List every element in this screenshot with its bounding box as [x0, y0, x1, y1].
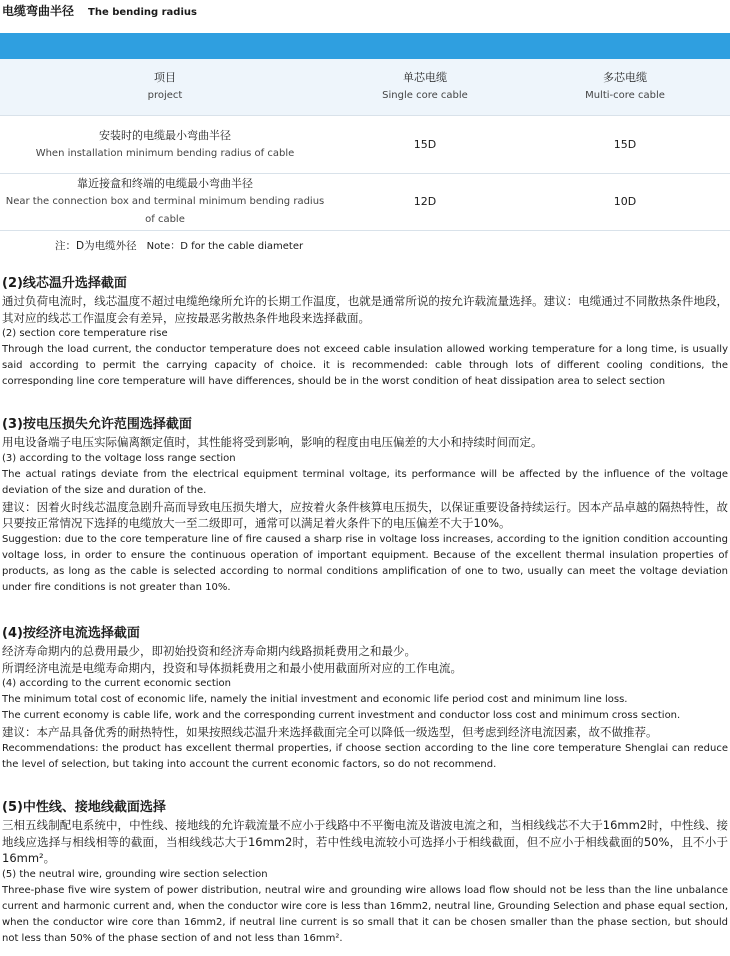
- table-header-bar: [0, 33, 730, 59]
- table-header-row: [0, 59, 730, 116]
- section-suggestion-zh: 建议：本产品具备优秀的耐热特性，如果按照线芯温升来选择截面完全可以降低一级选型，但考虑到经济电流因素，故不做推荐。: [2, 725, 658, 739]
- section-heading-en: (5) the neutral wire, grounding wire section selection: [2, 868, 268, 880]
- section-suggestion-zh: 建议：因着火时线芯温度急剧升高而导致电压损失增大，应按着火条件核算电压损失，以保证重要设备持续运行。因本产品卓越的隔热特性，故只要按正常情况下选择的电缆放大一至二级即可，通常可以满足着火条件下的电压偏差不大于10%。: [2, 499, 728, 530]
- table-row: [0, 174, 730, 231]
- section-heading-en: (2) section core temperature rise: [2, 328, 168, 339]
- section-suggestion-en: Suggestion: due to the core temperature line of fire caused a sharp rise in voltage loss increases, according to the ignition condition accounting voltage loss, in order to ensure the continuous operation of important equipment. Because of the excellent thermal insulation properties of products, as long as the cable is selected according to normal conditions amplification of one to two, usually can meet the voltage deviation under fire conditions is not greater than 10%.: [2, 533, 728, 593]
- section-heading: (3)按电压损失允许范围选择截面: [2, 417, 192, 432]
- section-heading-en: (3) according to the voltage loss range section: [2, 452, 236, 464]
- section-economic-current: [2, 625, 728, 773]
- header-multi-core: 多芯电缆 Multi-core cable: [520, 59, 730, 116]
- page-title: [2, 2, 197, 20]
- row-single-value: 12D: [330, 174, 520, 231]
- row-multi-value: 15D: [520, 116, 730, 174]
- page-title-zh: 电缆弯曲半径: [2, 4, 75, 18]
- section-heading-en: (4) according to the current economic section: [2, 678, 232, 689]
- section-text-zh: 三相五线制配电系统中，中性线、接地线的允许载流量不应小于线路中不平衡电流及谐波电流之和，当相线线芯不大于16mm2时，中性线、接地线应选择与相线相等的截面，当相线线芯大于16mm2时，若中性线电流较小可选择小于相线截面，但不应小于相线截面的50%，且不小于16mm²。: [2, 818, 728, 865]
- section-temperature-rise: [2, 275, 728, 390]
- header-project: 项目 project: [0, 59, 330, 116]
- section-voltage-loss: [2, 416, 728, 596]
- section-text-en-b: The current economy is cable life, work and the corresponding current investment and conductor loss cost and minimum cross section.: [2, 710, 681, 721]
- section-heading: (5)中性线、接地线截面选择: [2, 800, 166, 815]
- page-title-en: The bending radius: [88, 7, 197, 18]
- section-neutral-grounding: [2, 799, 728, 947]
- row-multi-value: 10D: [520, 174, 730, 231]
- section-suggestion-en: Recommendations: the product has excellent thermal properties, if choose section according to the line core temperature Shenglai can reduce the level of selection, but taking into account the current economic factors, so do not recommend.: [2, 742, 728, 770]
- section-text-en: The minimum total cost of economic life, namely the initial investment and economic life period cost and minimum line loss.: [2, 694, 628, 705]
- section-text-zh-b: 所谓经济电流是电缆寿命期内，投资和导体损耗费用之和最小使用截面所对应的工作电流。: [2, 660, 462, 675]
- section-text-en: Through the load current, the conductor temperature does not exceed cable insulation allowed working temperature for a long time, is usually said according to permit the carrying capacity of choice. it is recommended: cable through lots of different cooling conditions, the corresponding line core temperature will have differences, should be in the worst condition of heat dissipation area to select section: [2, 344, 728, 387]
- row-item: 靠近接盒和终端的电缆最小弯曲半径 Near the connection box and terminal minimum bending radius of cable: [0, 174, 330, 231]
- section-text-en: Three-phase five wire system of power distribution, neutral wire and grounding wire allows load flow should not be less than the line unbalance current and harmonic current and, when the conductor wire core is less than 16mm2, neutral line, Grounding Selection and phase equal section, when the conductor wire core than 16mm2, if neutral line current is so small that it can be chosen smaller than the phase section, but should not less than 50% of the phase section of and not less than 16mm².: [2, 884, 729, 944]
- bending-radius-table: [0, 59, 730, 231]
- section-text-zh: 用电设备端子电压实际偏离额定值时，其性能将受到影响，影响的程度由电压偏差的大小和持续时间而定。: [2, 435, 543, 449]
- header-single-core: 单芯电缆 Single core cable: [330, 59, 520, 116]
- section-text-en: The actual ratings deviate from the electrical equipment terminal voltage, its performance will be affected by the influence of the voltage deviation of the size and duration of the.: [2, 468, 728, 496]
- row-item: 安装时的电缆最小弯曲半径 When installation minimum bending radius of cable: [0, 116, 330, 174]
- row-single-value: 15D: [330, 116, 520, 174]
- section-heading: (4)按经济电流选择截面: [2, 626, 140, 641]
- section-heading: (2)线芯温升选择截面: [2, 276, 127, 291]
- section-text-zh: 经济寿命期内的总费用最少，即初始投资和经济寿命期内线路损耗费用之和最少。: [2, 644, 416, 658]
- table-note: 注：D为电缆外径 Note：D for the cable diameter: [55, 240, 304, 252]
- section-text-zh: 通过负荷电流时，线芯温度不超过电缆绝缘所允许的长期工作温度，也就是通常所说的按允许载流量选择。建议：电缆通过不同散热条件地段，其对应的线芯工作温度会有差异，应按最恶劣散热条件地段来选择截面。: [2, 294, 728, 325]
- table-row: [0, 116, 730, 174]
